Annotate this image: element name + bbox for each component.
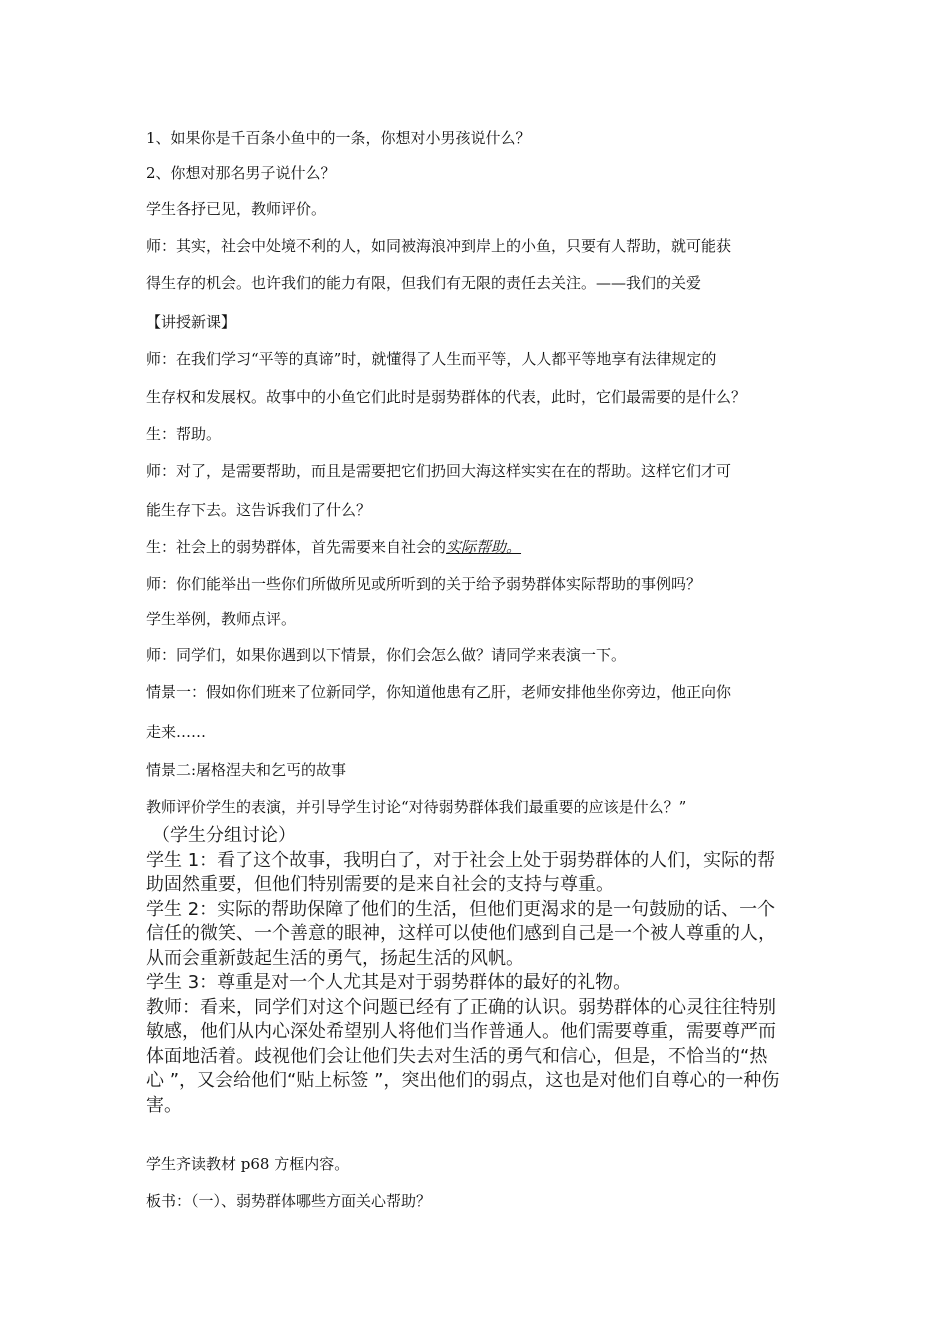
text-line: 师：在我们学习“平等的真谛”时，就懂得了人生而平等，人人都平等地享有法律规定的 (146, 350, 717, 368)
discussion-line: 从而会重新鼓起生活的勇气，扬起生活的风帆。 (146, 947, 524, 969)
text-line: 生存权和发展权。故事中的小鱼它们此时是弱势群体的代表，此时，它们最需要的是什么？ (146, 388, 747, 406)
discussion-line: 心 ”，又会给他们“贴上标签 ”，突出他们的弱点，这也是对他们自尊心的一种伤 (146, 1070, 780, 1091)
discussion-line: 体面地活着。歧视他们会让他们失去对生活的勇气和信心，但是，不恰当的“热 (146, 1045, 768, 1067)
section-heading: 【讲授新课】 (146, 313, 237, 331)
text-line: 生：帮助。 (146, 425, 222, 443)
question-2: 2、你想对那名男子说什么？ (146, 164, 336, 182)
discussion-line: 助固然重要，但他们特别需要的是来自社会的支持与尊重。 (146, 874, 614, 895)
discussion-line: 敏感，他们从内心深处希望别人将他们当作普通人。他们需要尊重，需要尊严而 (146, 1021, 776, 1042)
text-line: 教师评价学生的表演，并引导学生讨论“对待弱势群体我们最重要的应该是什么？” (146, 798, 687, 816)
text-line: 师：对了，是需要帮助，而且是需要把它们扔回大海这样实实在在的帮助。这样它们才可 (146, 462, 732, 480)
text-line: 能生存下去。这告诉我们了什么？ (146, 501, 372, 519)
text-line: 学生齐读教材 p68 方框内容。 (146, 1155, 350, 1173)
underlined-text: 实际帮助。 (446, 538, 522, 556)
board-note: 板书：（一）、弱势群体哪些方面关心帮助？ (146, 1192, 432, 1210)
discussion-line: 学生 1：看了这个故事，我明白了，对于社会上处于弱势群体的人们，实际的帮 (146, 849, 776, 871)
discussion-line: 信任的微笑、一个善意的眼神，这样可以使他们感到自己是一个被人尊重的人， (146, 923, 776, 944)
text-line: 情景二:屠格涅夫和乞丐的故事 (146, 761, 347, 779)
discussion-heading: （学生分组讨论） (152, 825, 296, 846)
text-line (146, 537, 826, 557)
text-line: 师：其实，社会中处境不利的人，如同被海浪冲到岸上的小鱼，只要有人帮助，就可能获 (146, 237, 732, 255)
discussion-line: 教师：看来，同学们对这个问题已经有了正确的认识。弱势群体的心灵往往特别 (146, 996, 776, 1018)
text-line: 得生存的机会。也许我们的能力有限，但我们有无限的责任去关注。——我们的关爱 (146, 274, 702, 292)
discussion-line: 学生 3：尊重是对一个人尤其是对于弱势群体的最好的礼物。 (146, 972, 632, 993)
text-line: 走来…… (146, 723, 207, 741)
text-line: 师：你们能举出一些你们所做所见或所听到的关于给予弱势群体实际帮助的事例吗？ (146, 575, 702, 593)
question-1: 1、如果你是千百条小鱼中的一条，你想对小男孩说什么？ (146, 129, 531, 147)
discussion-block (146, 824, 836, 1118)
text-line: 学生各抒已见，教师评价。 (146, 200, 327, 218)
text-line: 师：同学们，如果你遇到以下情景，你们会怎么做？请同学来表演一下。 (146, 646, 627, 664)
discussion-line: 害。 (146, 1094, 182, 1116)
text-line: 情景一：假如你们班来了位新同学，你知道他患有乙肝，老师安排他坐你旁边，他正向你 (146, 683, 732, 701)
text-segment: 生：社会上的弱势群体，首先需要来自社会的 (146, 538, 447, 556)
discussion-line: 学生 2：实际的帮助保障了他们的生活，但他们更渴求的是一句鼓励的话、一个 (146, 898, 776, 920)
text-line: 学生举例，教师点评。 (146, 610, 297, 628)
